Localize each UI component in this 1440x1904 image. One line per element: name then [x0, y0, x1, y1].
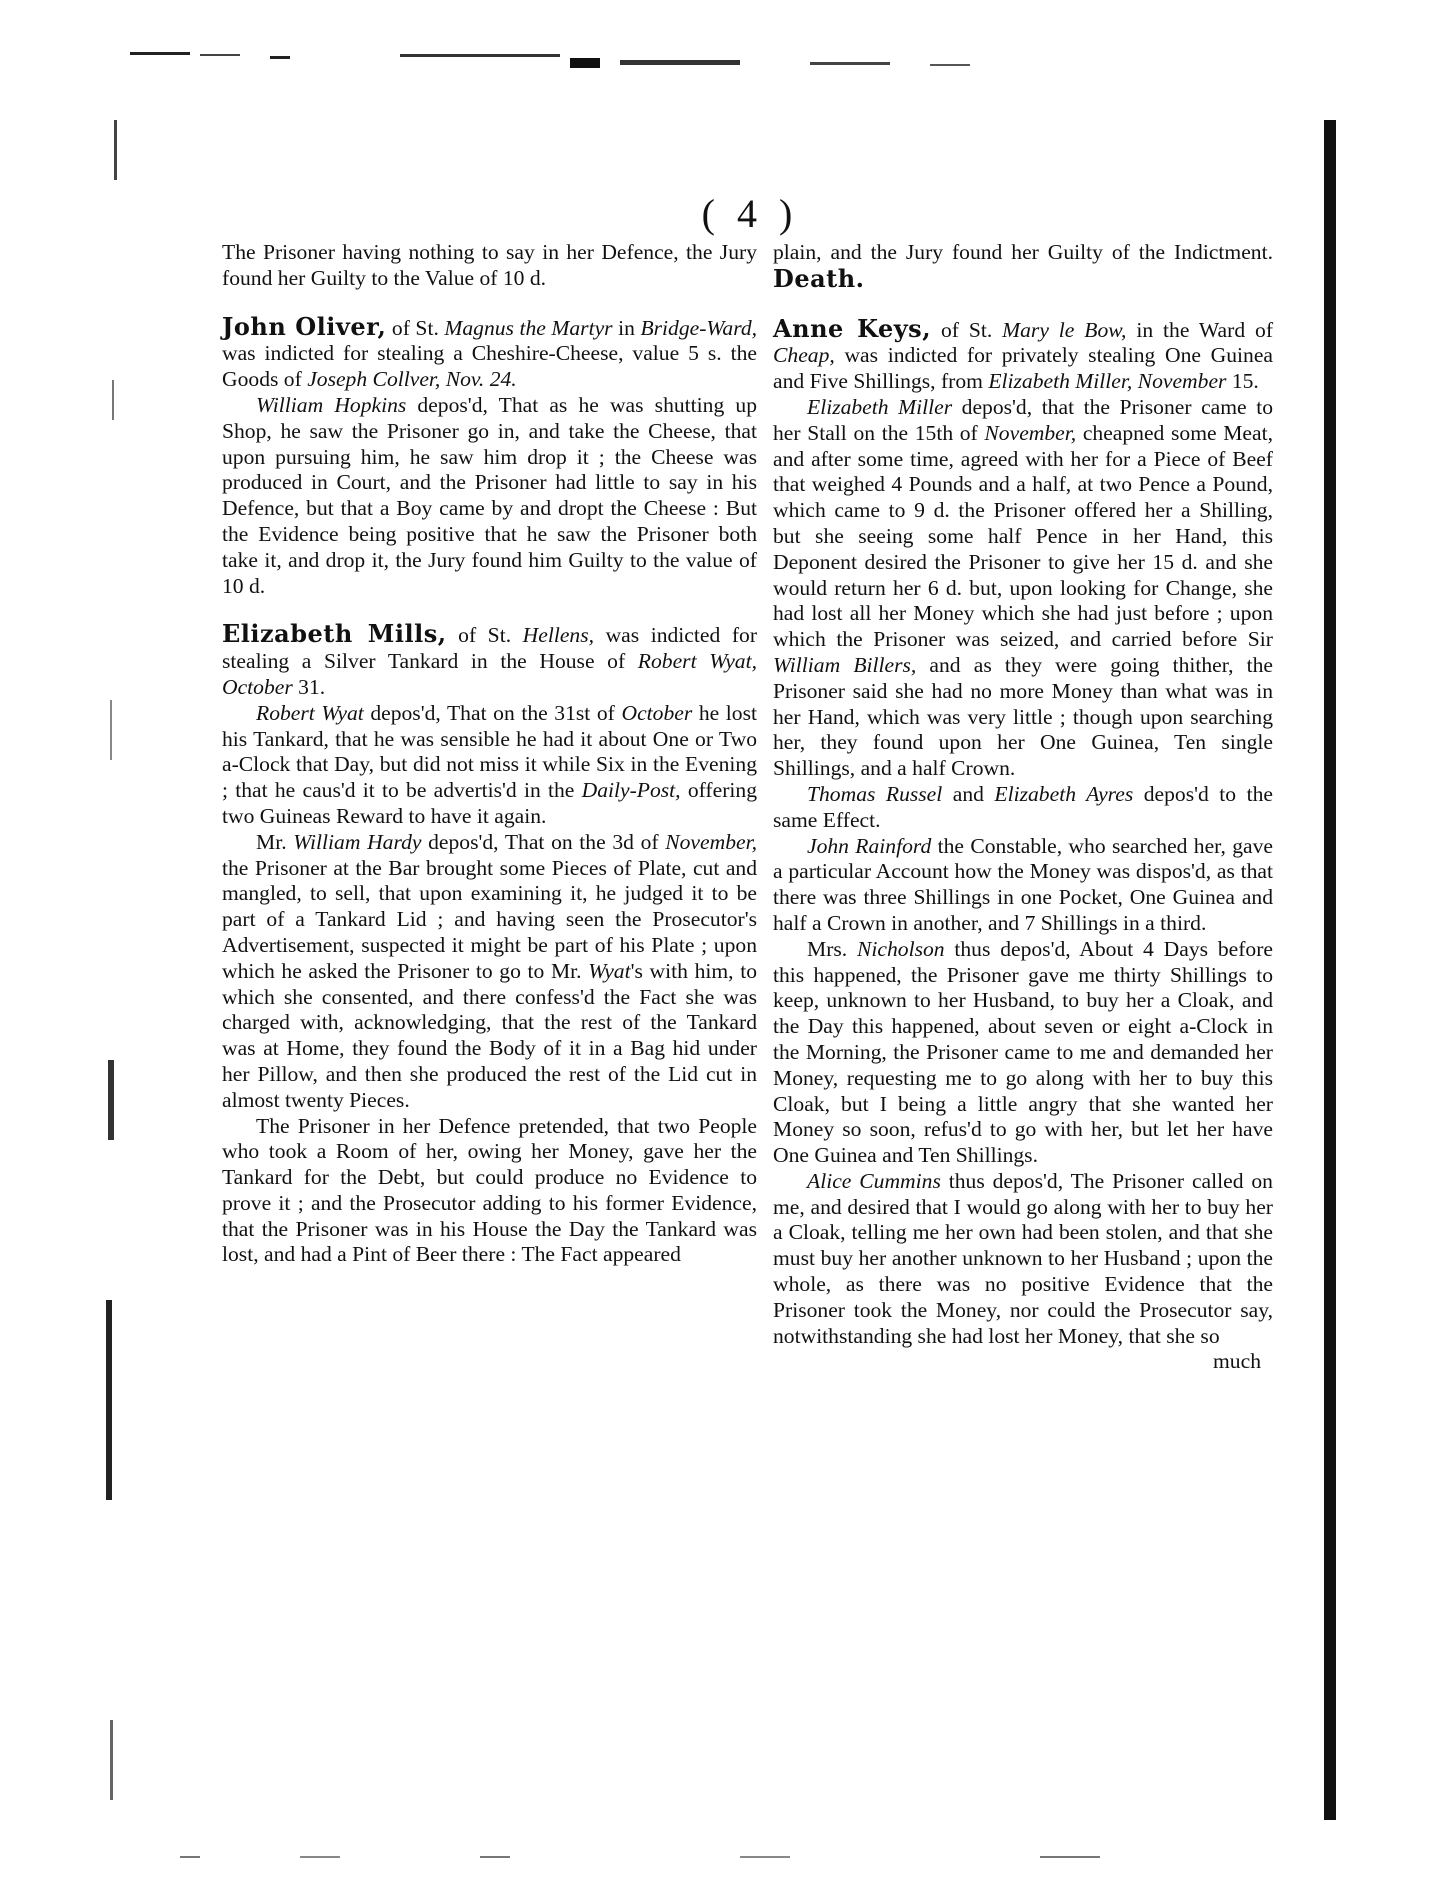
text-run: of St.: [446, 623, 523, 648]
text-run: Mr.: [256, 829, 294, 854]
hardy-testimony: [222, 830, 757, 1114]
month-name: November,: [984, 420, 1077, 445]
text-run: 's with him, to which she consented, and there confess'd the Fact she was charged with, acknowledging, that the rest of the Tankard was at Home, they found the Body of it in a Bag hid under her Pillow, and then she produced the rest of the Lid cut in almost twenty Pieces.: [222, 958, 757, 1112]
intro-paragraph: The Prisoner having nothing to say in her Defence, the Jury found her Guilty to the Value of 10 d.: [222, 240, 757, 290]
text-run: Mrs.: [807, 936, 857, 961]
text-run: depos'd, That on the 31st of: [363, 700, 622, 725]
text-run: and: [942, 781, 995, 806]
person-name: Wyat: [588, 958, 631, 983]
miller-testimony: [773, 395, 1273, 782]
text-run: 15.: [1226, 369, 1259, 394]
witness-name: Nicholson: [857, 936, 945, 961]
person-name: William Billers,: [773, 652, 917, 677]
owner-name: Robert Wyat, October: [222, 649, 757, 699]
text-run: thus depos'd, The Prisoner called on me, and desired that I would go along with her to buy her a Cloak, telling me her own had been stolen, and that she must buy her another unknown to her Husband ; upon the whole, as there was no positive Evidence that the Prisoner took the Money, nor could the Prosecutor say, notwithstanding she had lost her Money, that she so: [773, 1168, 1273, 1348]
text-run: was indicted for stealing a Cheshire-Cheese, value 5 s. the Goods of: [222, 341, 757, 392]
witness-name: William Hardy: [293, 829, 422, 854]
mills-defence: The Prisoner in her Defence pretended, that two People who took a Room of her, owing her Money, gave her the Tankard for the Debt, but could produce no Evidence to prove it ; and the Prosecutor adding to his former Evidence, that the Prisoner was in his House the Day the Tankard was lost, and had a Pint of Beer there : The Fact appeared: [222, 1113, 757, 1267]
text-run: depos'd, That on the 3d of: [421, 829, 666, 854]
month-name: October: [621, 700, 693, 725]
owner-name: Joseph Collver, Nov. 24.: [307, 367, 517, 392]
ward-name: Bridge-Ward,: [640, 315, 758, 340]
parish-name: Hellens,: [522, 623, 595, 648]
text-run: cheapned some Meat, and after some time, agreed with her for a Piece of Beef that weighed 4 Pounds and a half, at two Pence a Pound, which came to 9 d. the Prisoner offered her a Shilling, but she seeing some half Pence in her Hand, this Deponent desired the Prisoner to give her 15 d. and she would return her 6 d. but, upon looking for Change, she had lost all her Money which she had just before ; upon which the Prisoner was seized, and carried before Sir: [773, 420, 1273, 652]
witness-name: Robert Wyat: [256, 700, 364, 725]
rainford-testimony: [773, 834, 1273, 937]
scan-edge-top: [130, 48, 1170, 72]
nicholson-testimony: [773, 937, 1273, 1169]
text-run: offering two Guineas Reward to have it again.: [222, 778, 757, 828]
text-run: the Constable, who searched her, gave a particular Account how the Money was dispos'd, as that there was three Shillings in one Pocket, One Guinea and half a Crown in another, and 7 Shillings in a third.: [773, 833, 1273, 935]
scan-edge-left: [96, 80, 136, 1840]
verdict-death: Death.: [773, 263, 865, 293]
newspaper-name: Daily-Post,: [581, 778, 681, 803]
text-run: in the Ward of: [1126, 317, 1274, 342]
defendant-name-oliver: John Oliver,: [222, 311, 387, 341]
text-run: depos'd, That as he was shutting up Shop, he saw the Prisoner go in, and take the Cheese, that upon pursuing him, he saw him drop it ; the Cheese was produced in Court, and the Prisoner had little to say in his Defence, but that a Boy came by and dropt the Cheese : But the Evidence being positive that he saw the Prisoner both take it, and drop it, the Jury found him Guilty to the value of 10 d.: [222, 392, 757, 598]
oliver-testimony: [222, 393, 757, 599]
witness-name: Alice Cummins: [807, 1168, 941, 1193]
scan-edge-bottom: [180, 1852, 1240, 1862]
text-run: depos'd, that the Prisoner came to her Stall on the 15th of: [773, 394, 1273, 445]
text-run: and as they were going thither, the Prisoner said she had no more Money than what was in her Hand, which was very little ; though upon searching her, they found upon her One Guinea, Ten single Shillings, and a half Crown.: [773, 652, 1273, 781]
witness-name: William Hopkins: [256, 392, 407, 417]
text-run: was indicted for privately stealing One Guinea and Five Shillings, from: [773, 343, 1273, 394]
defendant-name-mills: Elizabeth Mills,: [222, 619, 447, 649]
text-run: he lost his Tankard, that he was sensible he had it about One or Two a-Clock that Day, but did not miss it while Six in the Evening ; that he caus'd it to be advertis'd in the: [222, 700, 757, 803]
text-run: of St.: [386, 315, 445, 340]
month-name: November,: [665, 829, 757, 854]
cummins-testimony: [773, 1169, 1273, 1350]
parish-name: Magnus the Martyr: [444, 315, 613, 340]
text-run: plain, and the Jury found her Guilty of the Indictment.: [773, 240, 1273, 264]
text-run: in: [612, 315, 641, 340]
text-run: of St.: [931, 317, 1003, 342]
left-column: [222, 240, 757, 1268]
russel-ayres-testimony: [773, 782, 1273, 834]
witness-name: Elizabeth Miller: [807, 394, 953, 419]
text-run: 31.: [292, 674, 326, 699]
scan-edge-right: [1320, 100, 1340, 1840]
wyat-testimony: [222, 701, 757, 830]
text-run: the Prisoner at the Bar brought some Pieces of Plate, cut and mangled, to sell, that upon examining it, he judged it to be part of a Tankard Lid ; and having seen the Prosecutor's Advertisement, suspected it might be part of his Plate ; upon which he asked the Prisoner to go to Mr.: [222, 855, 757, 983]
witness-name: Elizabeth Ayres: [994, 781, 1134, 806]
catchword: much: [1213, 1349, 1261, 1374]
text-run: was indicted for stealing a Silver Tankard in the House of: [222, 623, 758, 674]
defendant-name-keys: Anne Keys,: [773, 313, 932, 343]
page-number: ( 4 ): [701, 191, 799, 236]
oliver-entry-heading: [222, 311, 758, 393]
text-run: depos'd to the same Effect.: [773, 781, 1273, 832]
witness-name: John Rainford: [807, 833, 932, 858]
mills-verdict: [773, 240, 1273, 294]
ward-name: Cheap,: [773, 343, 835, 368]
parish-name: Mary le Bow,: [1002, 317, 1127, 342]
text-run: thus depos'd, About 4 Days before this happened, the Prisoner gave me thirty Shillings to keep, unknown to her Husband, to buy her a Cloak, and the Day this happened, about seven or eight a-Clock in the Morning, the Prisoner came to me and demanded her Money, requesting me to go along with her to buy this Cloak, but I being a little angry that she wanted her Money so soon, refus'd to go with her, but let her have One Guinea and Ten Shillings.: [773, 936, 1273, 1168]
mills-entry-heading: [222, 621, 757, 700]
keys-entry-heading: [773, 313, 1274, 395]
owner-name: Elizabeth Miller, November: [988, 369, 1227, 394]
right-column: [773, 240, 1273, 1375]
witness-name: Thomas Russel: [807, 781, 943, 806]
